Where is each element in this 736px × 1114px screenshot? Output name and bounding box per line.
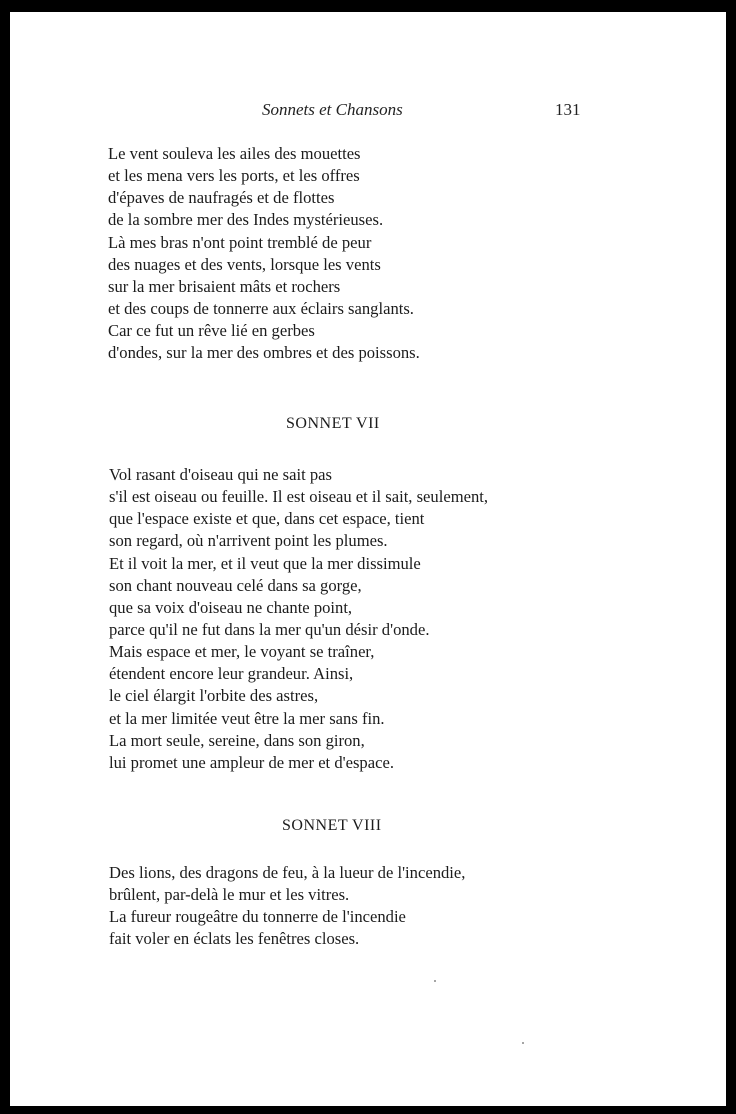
poem-line: Des lions, des dragons de feu, à la lueur de l'incendie,	[109, 863, 466, 882]
poem-line: son chant nouveau celé dans sa gorge,	[109, 575, 362, 595]
poem-line: Mais espace et mer, le voyant se traîner,	[109, 642, 375, 662]
poem-line: son regard, où n'arrivent point les plumes.	[109, 531, 388, 551]
poem-line: et la mer limitée veut être la mer sans fin.	[109, 708, 385, 728]
poem-line: s'il est oiseau ou feuille. Il est oiseau et il sait, seulement,	[109, 487, 489, 507]
poem-line: La fureur rougeâtre du tonnerre de l'incendie	[109, 907, 406, 927]
poem-line: des nuages et des vents, lorsque les vents	[108, 254, 381, 274]
poem-line: fait voler en éclats les fenêtres closes.	[109, 929, 360, 949]
poem-line: que l'espace existe et que, dans cet espace, tient	[109, 509, 425, 529]
poem-line: Et il voit la mer, et il veut que la mer dissimule	[109, 553, 421, 573]
poem-line: de la sombre mer des Indes mystérieuses.	[108, 210, 384, 230]
poem-line: Car ce fut un rêve lié en gerbes	[108, 321, 315, 341]
running-header-title: Sonnets et Chansons	[262, 100, 403, 119]
poem-line: d'épaves de naufragés et de flottes	[108, 188, 335, 208]
paper-speck	[434, 980, 436, 982]
poem-line: Vol rasant d'oiseau qui ne sait pas	[109, 465, 332, 484]
page-number: 131	[555, 100, 581, 119]
sonnet-vii-body	[109, 464, 488, 774]
paper-speck	[522, 1042, 524, 1044]
sonnet-vii-heading: SONNET VII	[286, 415, 380, 432]
poem-line: Là mes bras n'ont point tremblé de peur	[108, 232, 372, 252]
poem-line: lui promet une ampleur de mer et d'espace.	[109, 752, 394, 772]
poem-line: parce qu'il ne fut dans la mer qu'un désir d'onde.	[109, 619, 430, 639]
poem-line: et les mena vers les ports, et les offres	[108, 166, 360, 186]
poem-line: le ciel élargit l'orbite des astres,	[109, 686, 319, 706]
poem-line: d'ondes, sur la mer des ombres et des poissons.	[108, 343, 420, 363]
sonnet-viii-body	[109, 862, 465, 951]
poem-stanza-continued	[108, 143, 420, 364]
book-page	[10, 12, 726, 1106]
poem-line: Le vent souleva les ailes des mouettes	[108, 144, 361, 163]
poem-line: sur la mer brisaient mâts et rochers	[108, 276, 341, 296]
poem-line: étendent encore leur grandeur. Ainsi,	[109, 664, 354, 684]
sonnet-viii-heading: SONNET VIII	[282, 817, 382, 834]
poem-line: La mort seule, sereine, dans son giron,	[109, 730, 365, 750]
poem-line: que sa voix d'oiseau ne chante point,	[109, 597, 353, 617]
poem-line: brûlent, par-delà le mur et les vitres.	[109, 885, 350, 905]
poem-line: et des coups de tonnerre aux éclairs sanglants.	[108, 298, 414, 318]
